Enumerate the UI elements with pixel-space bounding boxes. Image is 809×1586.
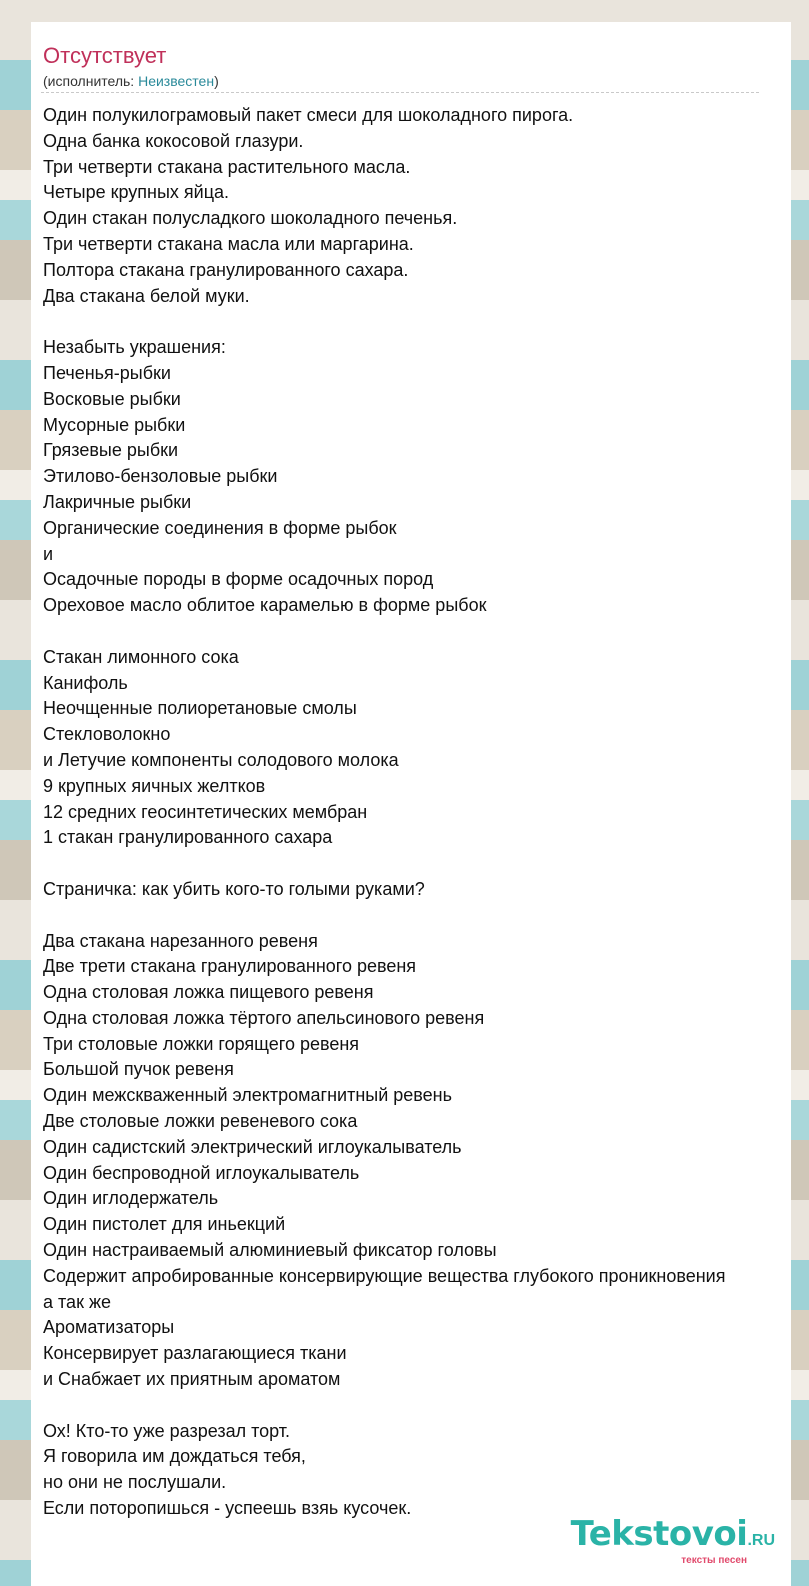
lyric-line: Лакричные рыбки [43, 491, 192, 512]
lyric-line: Три четверти стакана масла или маргарина. [43, 233, 414, 254]
lyric-line: Стекловолокно [43, 724, 171, 745]
lyric-line: Ох! Кто-то уже разрезал торт. [43, 1420, 291, 1441]
lyric-line: Осадочные породы в форме осадочных пород [43, 569, 434, 590]
lyric-line: 9 крупных яичных желтков [43, 775, 266, 796]
lyric-line: Неочщенные полиоретановые смолы [43, 698, 357, 719]
lyric-line: Страничка: как убить кого-то голыми руками? [43, 878, 425, 899]
lyric-line: Один иглодержатель [43, 1188, 219, 1209]
lyric-line: Стакан лимонного сока [43, 646, 239, 667]
lyric-line: и [43, 543, 54, 564]
lyric-line: а так же [43, 1291, 111, 1312]
lyric-line: Грязевые рыбки [43, 440, 179, 461]
lyric-line [43, 619, 809, 645]
lyric-line: Два стакана белой муки. [43, 285, 250, 306]
lyric-line: Одна банка кокосовой глазури. [43, 130, 304, 151]
divider [41, 92, 759, 93]
lyric-line: Если поторопишься - успеешь взяь кусочек. [43, 1498, 412, 1519]
lyrics-text [43, 103, 809, 1522]
lyric-line: Печенья-рыбки [43, 362, 171, 383]
site-logo[interactable] [570, 1514, 775, 1566]
lyric-line: Мусорные рыбки [43, 414, 186, 435]
lyric-line: Содержит апробированные консервирующие вещества глубокого проникновения [43, 1265, 726, 1286]
lyric-line: и Летучие компоненты солодового молока [43, 749, 399, 770]
artist-suffix: ) [214, 73, 219, 89]
lyric-line: и Снабжает их приятным ароматом [43, 1369, 341, 1390]
lyric-line: Этилово-бензоловые рыбки [43, 466, 278, 487]
lyric-line [43, 309, 809, 335]
lyric-line: но они не послушали. [43, 1472, 227, 1493]
lyric-line: Четыре крупных яйца. [43, 182, 230, 203]
lyric-line: Органические соединения в форме рыбок [43, 517, 397, 538]
lyric-line: Одна столовая ложка тёртого апельсинового ревеня [43, 1007, 485, 1028]
lyric-line: Одна столовая ложка пищевого ревеня [43, 982, 374, 1003]
lyric-line [43, 851, 809, 877]
lyric-line: Один настраиваемый алюминиевый фиксатор головы [43, 1240, 497, 1261]
lyric-line: Один пистолет для иньекций [43, 1214, 286, 1235]
artist-link[interactable]: Неизвестен [138, 73, 215, 89]
artist-prefix: (исполнитель: [43, 73, 139, 89]
lyric-line: 1 стакан гранулированного сахара [43, 827, 333, 848]
lyric-line: Один стакан полусладкого шоколадного печенья. [43, 208, 458, 229]
lyric-line: Полтора стакана гранулированного сахара. [43, 259, 409, 280]
lyric-line: Ореховое масло облитое карамелью в форме рыбок [43, 595, 487, 616]
artist-line [43, 72, 219, 90]
song-title: Отсутствует [43, 43, 167, 68]
lyric-line: Один полукилограмовый пакет смеси для шоколадного пирога. [43, 105, 574, 125]
lyric-line: Один беспроводной иглоукалыватель [43, 1162, 360, 1183]
lyric-line: Ароматизаторы [43, 1317, 175, 1338]
lyric-line: Две столовые ложки ревеневого сока [43, 1111, 358, 1132]
logo-tagline: тексты песен [681, 1555, 747, 1566]
lyric-line: Консервирует разлагающиеся ткани [43, 1343, 347, 1364]
logo-name: Tekstovoi [570, 1514, 748, 1554]
lyric-line: Один садистский электрический иглоукалыватель [43, 1136, 462, 1157]
lyric-line: Две трети стакана гранулированного ревеня [43, 956, 417, 977]
lyric-line: Три четверти стакана растительного масла. [43, 156, 411, 177]
logo-tld: .RU [747, 1532, 775, 1549]
lyric-line: Восковые рыбки [43, 388, 181, 409]
lyric-line: 12 средних геосинтетических мембран [43, 801, 368, 822]
lyric-line: Канифоль [43, 672, 128, 693]
lyric-line [43, 903, 809, 929]
lyric-line: Один межскваженный электромагнитный ревень [43, 1085, 452, 1106]
lyric-line: Незабыть украшения: [43, 337, 226, 358]
lyric-line: Три столовые ложки горящего ревеня [43, 1033, 360, 1054]
lyric-line: Я говорила им дождаться тебя, [43, 1446, 306, 1467]
lyric-line: Большой пучок ревеня [43, 1059, 234, 1080]
lyric-line [43, 1393, 809, 1419]
lyric-line: Два стакана нарезанного ревеня [43, 930, 318, 951]
